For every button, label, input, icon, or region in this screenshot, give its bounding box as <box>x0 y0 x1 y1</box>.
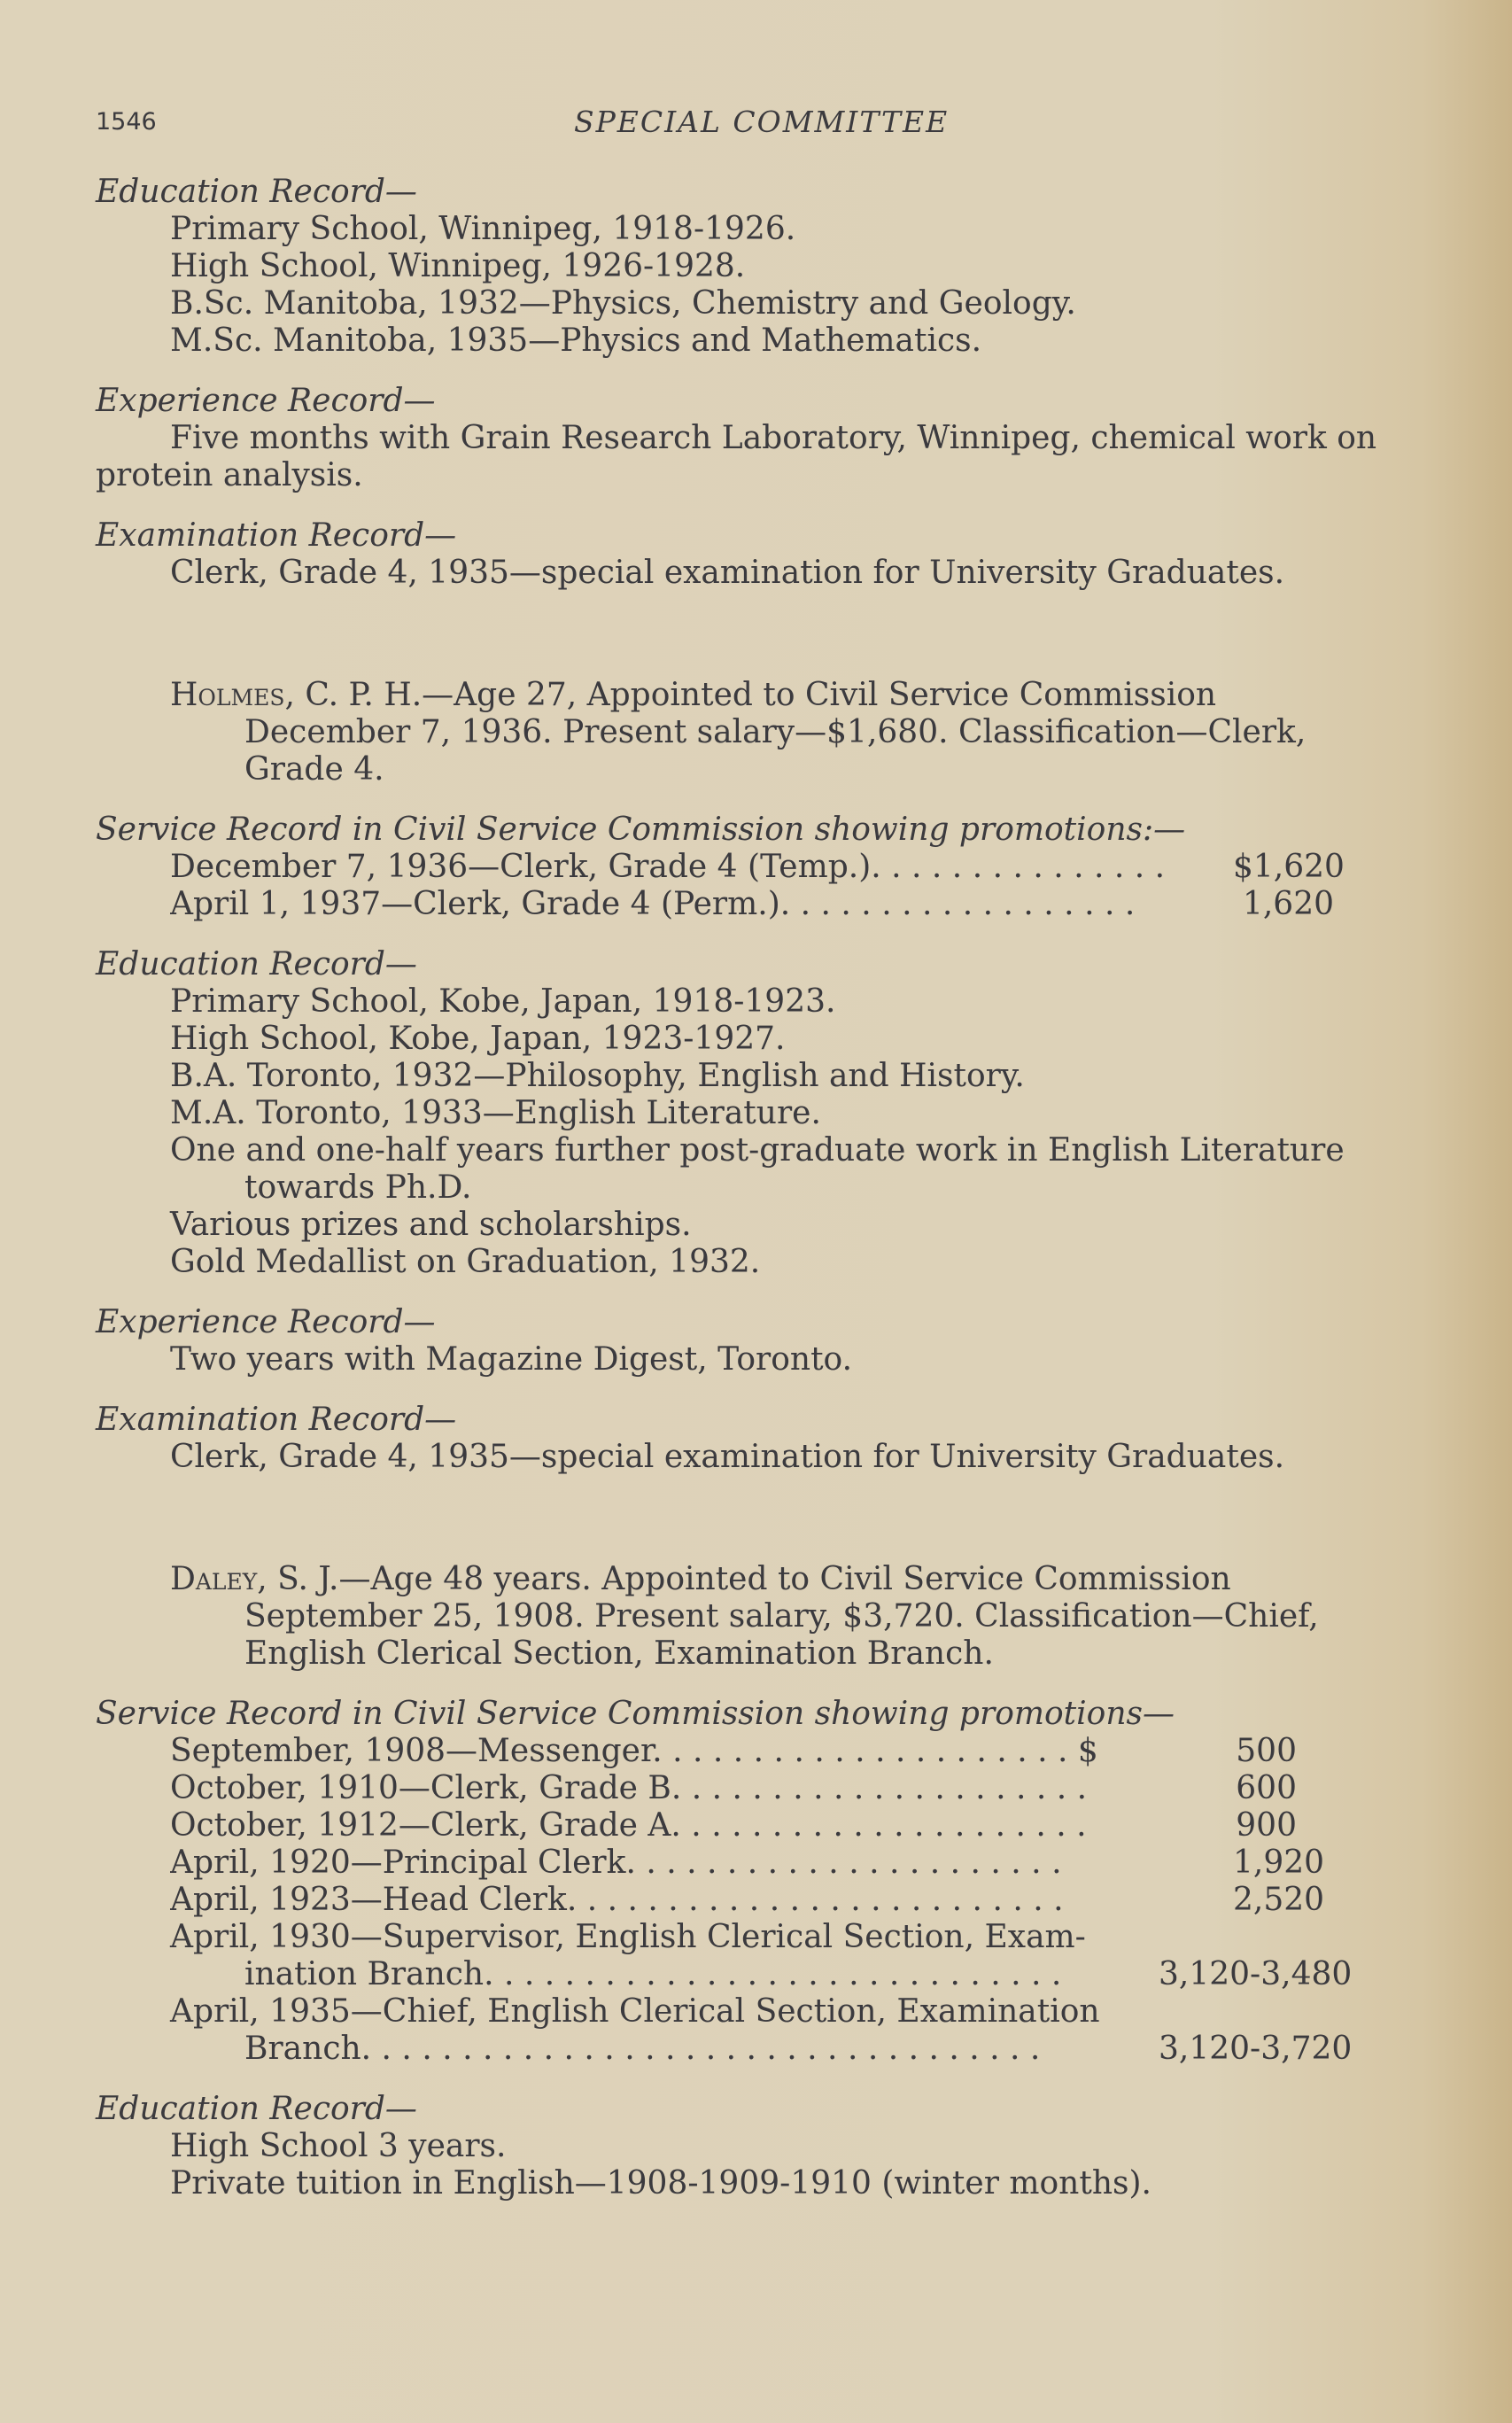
service-heading: Service Record in Civil Service Commission showing promotions— <box>96 1696 1175 1732</box>
service-row <box>96 1807 1415 1844</box>
person-name: Holmes, C. P. H. <box>170 677 423 713</box>
service-row <box>96 849 1415 886</box>
service-label: October, 1912—Clerk, Grade A. . . . . . . . . . . . . . . . . . . . . <box>170 1807 1087 1844</box>
education-heading: Education Record— <box>96 2091 417 2127</box>
service-row-long <box>96 1993 1415 2068</box>
entry-intro-line: September 25, 1908. Present salary, $3,720. Classification—Chief, <box>244 1598 1319 1635</box>
page-number: 1546 <box>96 108 157 136</box>
entry-intro-line: English Clerical Section, Examination Branch. <box>244 1635 994 1672</box>
education-line: Primary School, Winnipeg, 1918-1926. <box>170 211 796 247</box>
education-line: High School, Winnipeg, 1926-1928. <box>170 248 746 284</box>
service-row <box>96 1844 1415 1882</box>
service-label: April, 1935—Chief, English Clerical Section, Examination <box>170 1993 1100 2030</box>
daley-entry <box>96 1561 1415 2202</box>
page-header <box>96 105 1415 149</box>
entry-intro: Daley, S. J.—Age 48 years. Appointed to Civil Service Commission <box>170 1561 1231 1597</box>
running-title: SPECIAL COMMITTEE <box>574 105 950 139</box>
education-line: High School, Kobe, Japan, 1923-1927. <box>170 1021 786 1057</box>
service-label: December 7, 1936—Clerk, Grade 4 (Temp.). . . . . . . . . . . . . . . <box>170 849 1166 885</box>
service-amount: $1,620 <box>1233 849 1345 885</box>
service-label: April, 1923—Head Clerk. . . . . . . . . . . . . . . . . . . . . . . . . <box>170 1882 1064 1918</box>
entry-intro-line: Grade 4. <box>244 751 384 788</box>
education-line: M.A. Toronto, 1933—English Literature. <box>170 1095 821 1131</box>
service-heading: Service Record in Civil Service Commission showing promotions:— <box>96 812 1186 848</box>
experience-text: Two years with Magazine Digest, Toronto. <box>170 1341 853 1378</box>
service-label: April, 1930—Supervisor, English Clerical Section, Exam- <box>170 1919 1086 1955</box>
education-line: High School 3 years. <box>170 2128 507 2164</box>
education-line: B.A. Toronto, 1932—Philosophy, English and History. <box>170 1058 1025 1094</box>
examination-heading: Examination Record— <box>96 517 457 554</box>
service-amount: 900 <box>1236 1807 1297 1844</box>
experience-text-continued: protein analysis. <box>96 457 363 493</box>
service-label: April, 1920—Principal Clerk. . . . . . . . . . . . . . . . . . . . . . <box>170 1844 1062 1881</box>
education-line: One and one-half years further post-graduate work in English Literature <box>170 1132 1345 1169</box>
education-line: Private tuition in English—1908-1909-1910 (winter months). <box>170 2165 1151 2202</box>
service-label: October, 1910—Clerk, Grade B. . . . . . . . . . . . . . . . . . . . . <box>170 1770 1088 1806</box>
education-heading: Education Record— <box>96 946 417 982</box>
experience-heading: Experience Record— <box>96 383 436 419</box>
service-amount: 1,920 <box>1233 1844 1325 1881</box>
entry-intro-line: December 7, 1936. Present salary—$1,680. Classification—Clerk, <box>244 714 1307 750</box>
education-heading: Education Record— <box>96 174 417 210</box>
page-body <box>96 174 1415 2202</box>
service-row <box>96 1882 1415 1919</box>
service-row <box>96 1770 1415 1807</box>
service-amount: 2,520 <box>1233 1882 1325 1918</box>
service-amount: 3,120-3,480 <box>1159 1956 1353 1992</box>
person-name: Daley, S. J. <box>170 1561 339 1597</box>
service-row-long <box>96 1919 1415 1993</box>
service-label: September, 1908—Messenger. . . . . . . . . . . . . . . . . . . . . $ <box>170 1733 1098 1769</box>
service-amount: 1,620 <box>1242 886 1334 922</box>
examination-text: Clerk, Grade 4, 1935—special examination for University Graduates. <box>170 555 1285 591</box>
experience-heading: Experience Record— <box>96 1304 436 1340</box>
service-amount: 500 <box>1236 1733 1297 1769</box>
service-label: April 1, 1937—Clerk, Grade 4 (Perm.). . . . . . . . . . . . . . . . . . <box>170 886 1136 922</box>
education-line: M.Sc. Manitoba, 1935—Physics and Mathematics. <box>170 322 982 359</box>
entry-intro: Holmes, C. P. H.—Age 27, Appointed to Civil Service Commission <box>170 677 1217 713</box>
education-line: Various prizes and scholarships. <box>170 1207 692 1243</box>
education-line-continued: towards Ph.D. <box>244 1169 472 1206</box>
holmes-entry <box>96 677 1415 1476</box>
service-row <box>96 1733 1415 1770</box>
service-label-continued: Branch. . . . . . . . . . . . . . . . . . . . . . . . . . . . . . . . . . <box>244 2031 1041 2067</box>
education-line: B.Sc. Manitoba, 1932—Physics, Chemistry and Geology. <box>170 285 1076 322</box>
service-amount: 600 <box>1236 1770 1297 1806</box>
service-label-continued: ination Branch. . . . . . . . . . . . . . . . . . . . . . . . . . . . . <box>244 1956 1062 1992</box>
examination-heading: Examination Record— <box>96 1402 457 1438</box>
service-row <box>96 886 1415 923</box>
examination-text: Clerk, Grade 4, 1935—special examination for University Graduates. <box>170 1439 1285 1475</box>
education-line: Primary School, Kobe, Japan, 1918-1923. <box>170 983 836 1020</box>
experience-text: Five months with Grain Research Laboratory, Winnipeg, chemical work on <box>170 420 1377 456</box>
education-line: Gold Medallist on Graduation, 1932. <box>170 1244 761 1280</box>
service-amount: 3,120-3,720 <box>1159 2031 1353 2067</box>
